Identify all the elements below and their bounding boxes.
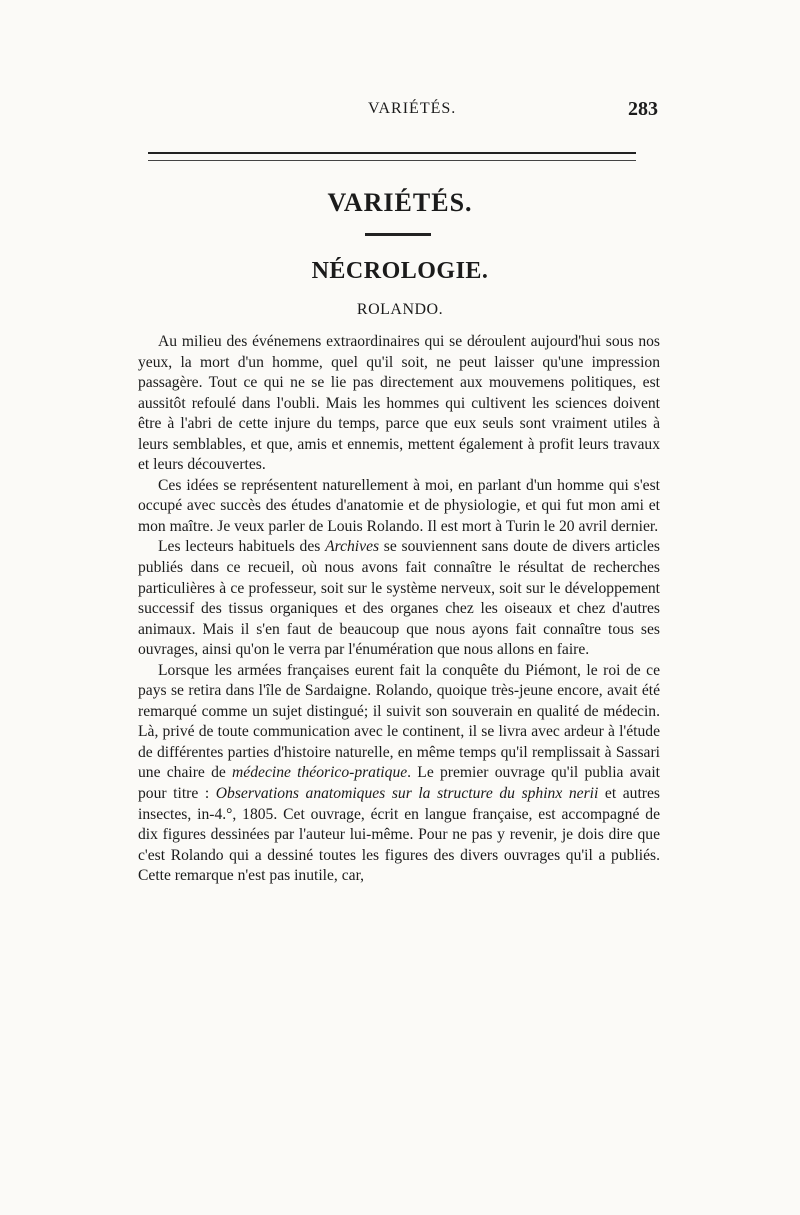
- subject-name: ROLANDO.: [356, 301, 444, 318]
- article-body: [138, 332, 660, 887]
- subsection-title: NÉCROLOGIE.: [311, 258, 489, 284]
- work-title: Observations anatomiques sur la structure du sphinx nerii: [215, 785, 599, 803]
- header-rule: [148, 152, 636, 161]
- paragraph-4-text-c: et autres insectes, in-4.°, 1805. Cet ouvrage, écrit en langue française, est accompagné de dix figures dessinées par l'auteur lui-même. Pour ne pas y revenir, je dois dire que c'est Rolando qui a dessiné toutes les figures des divers ouvrages qu'il a publiés. Cette remarque n'est pas inutile, car,: [138, 785, 660, 885]
- page-number: 283: [628, 98, 658, 120]
- paragraph-4-text-b: . Le premier ouvrage qu'il publia avait pour titre :: [138, 764, 661, 803]
- running-head: [140, 100, 660, 124]
- journal-title: Archives: [325, 538, 380, 556]
- paragraph-3-text-b: se souviennent sans doute de divers articles publiés dans ce recueil, où nous avons fait connaître le résultat de recherches particulières à ce professeur, soit sur le système nerveux, soit sur le développement successif des tissus organiques et des organes chez les oiseaux et chez d'autres animaux. Mais il s'en faut de beaucoup que nous ayons fait connaître tous ses ouvrages, ainsi qu'on le verra par l'énumération que nous allons en faire.: [138, 538, 660, 659]
- chair-title: médecine théorico-pratique: [232, 764, 408, 782]
- paragraph-2: Ces idées se représentent naturellement à moi, en parlant d'un homme qui s'est occupé avec succès des études d'anatomie et de physiologie, et qui fut mon ami et mon maître. Je veux parler de Louis Rolando. Il est mort à Turin le 20 avril dernier.: [138, 476, 660, 535]
- paragraph-3-text-a: Les lecteurs habituels des: [158, 538, 326, 556]
- running-title: VARIÉTÉS.: [368, 100, 457, 117]
- paragraph-4-text-a: Lorsque les armées françaises eurent fait la conquête du Piémont, le roi de ce pays se retira dans l'île de Sardaigne. Rolando, quoique très-jeune encore, avait été remarqué comme un sujet distingué; il suivit son souverain en qualité de médecin. Là, privé de toute communication avec le continent, il se livra avec ardeur à l'étude de différentes parties d'histoire naturelle, en même temps qu'il remplissait à Sassari une chaire de: [138, 661, 660, 782]
- section-divider: [365, 233, 431, 236]
- paragraph-4: [138, 661, 660, 887]
- paragraph-1: Au milieu des événemens extraordinaires qui se déroulent aujourd'hui sous nos yeux, la mort d'un homme, quel qu'il soit, ne peut laisser qu'une impression passagère. Tout ce qui ne se lie pas directement aux mouvemens politiques, est aussitôt refoulé dans l'oubli. Mais les hommes qui cultivent les sciences doivent être à l'abri de cette injure du temps, parce que eux seuls sont vraiment utiles à leurs semblables, et que, amis et ennemis, mettent également à profit leurs travaux et leurs découvertes.: [138, 333, 660, 474]
- paragraph-3: [138, 537, 660, 660]
- section-title: VARIÉTÉS.: [327, 188, 473, 217]
